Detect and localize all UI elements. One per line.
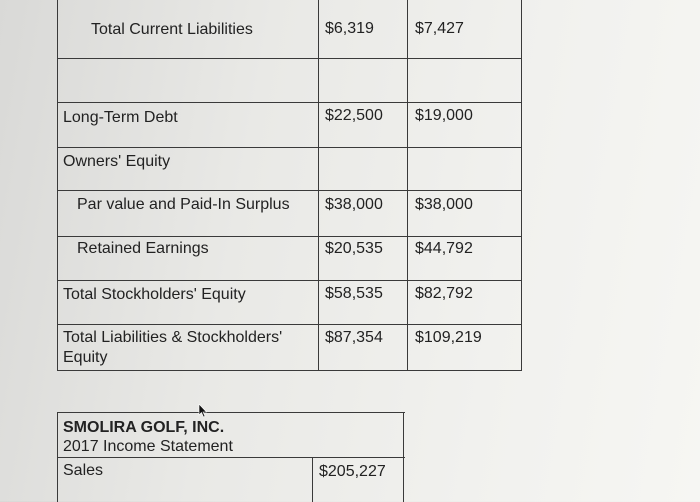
- row-label-retained-earnings: Retained Earnings: [77, 240, 209, 257]
- row-value-col1: $6,319: [325, 20, 374, 37]
- row-value-col1: $20,535: [325, 240, 383, 257]
- column-divider: [312, 457, 313, 502]
- sales-label: Sales: [63, 462, 104, 479]
- mouse-cursor-icon: [198, 404, 208, 418]
- row-label-par-value: Par value and Paid-In Surplus: [77, 196, 290, 213]
- row-value-col1: $38,000: [325, 196, 383, 213]
- row-label-long-term-debt: Long-Term Debt: [63, 109, 178, 126]
- row-value-col1: $58,535: [325, 285, 383, 302]
- row-label-owners-equity: Owners' Equity: [63, 153, 171, 170]
- row-value-col2: $7,427: [415, 20, 464, 37]
- company-name: SMOLIRA GOLF, INC.: [63, 419, 225, 436]
- row-value-col2: $82,792: [415, 285, 473, 302]
- row-value-col2: $44,792: [415, 240, 473, 257]
- row-value-col1: $22,500: [325, 107, 383, 124]
- sales-value: $205,227: [319, 463, 386, 480]
- row-value-col2: $109,219: [415, 329, 482, 346]
- income-statement-table: [57, 412, 405, 502]
- row-border: [57, 58, 522, 103]
- row-label-total-current-liabilities: Total Current Liabilities: [91, 21, 253, 38]
- row-value-col2: $38,000: [415, 196, 473, 213]
- statement-title: 2017 Income Statement: [63, 438, 233, 455]
- balance-sheet-table: [57, 0, 522, 372]
- row-value-col2: $19,000: [415, 107, 473, 124]
- row-label-total-liabilities-line2: Equity: [63, 349, 108, 366]
- row-label-total-stockholders-equity: Total Stockholders' Equity: [63, 286, 246, 303]
- row-value-col1: $87,354: [325, 329, 383, 346]
- row-label-total-liabilities-line1: Total Liabilities & Stockholders': [63, 329, 283, 346]
